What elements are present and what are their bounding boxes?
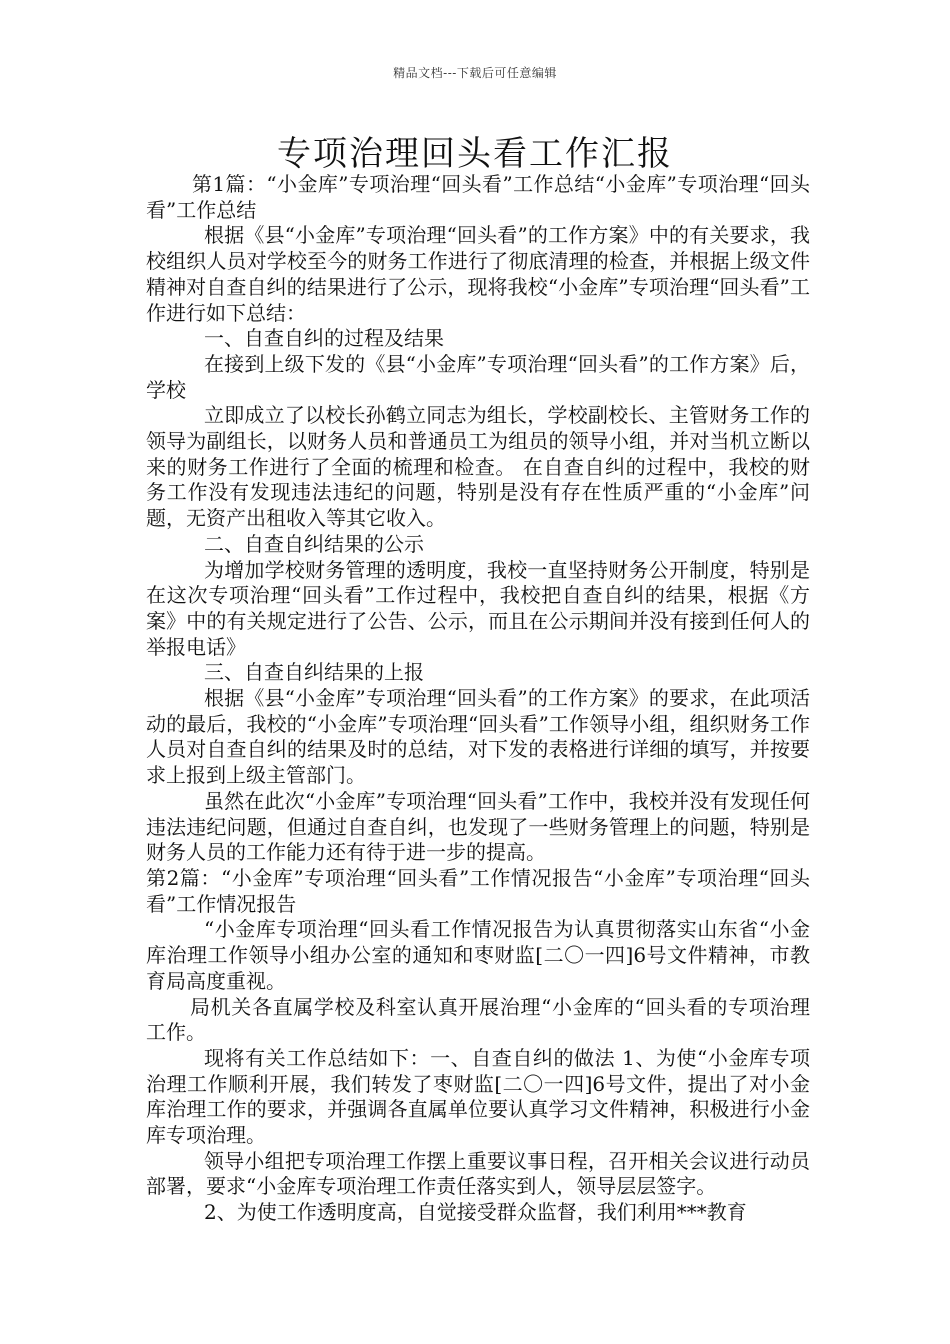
paragraph: 立即成立了以校长孙鹤立同志为组长，学校副校长、主管财务工作的领导为副组长，以财务人员和普通员工为组员的领导小组，并对当机立断以来的财务工作进行了全面的梳理和检查。 在自查自纠的过程中，我校的财务工作没有发现违法违纪的问题，特别是没有存在性质严重的“小金库”问题，无资产出租收入等其它收入。	[146, 403, 810, 531]
section-heading-3: 三、自查自纠结果的上报	[204, 660, 424, 685]
paragraph: 局机关各直属学校及科室认真开展治理“小金库的“回头看的专项治理工作。	[146, 994, 810, 1045]
paragraph: 2、为使工作透明度高，自觉接受群众监督，我们利用***教育	[204, 1200, 747, 1225]
document-body	[146, 172, 810, 1226]
section-heading-2: 二、自查自纠结果的公示	[204, 531, 424, 556]
page-title: 专项治理回头看工作汇报	[277, 134, 673, 174]
part-1-heading: 第1篇：“小金库”专项治理“回头看”工作总结“小金库”专项治理“回头看”工作总结	[146, 172, 810, 222]
paragraph: 根据《县“小金库”专项治理“回头看”的工作方案》的要求，在此项活动的最后，我校的“小金库”专项治理“回头看”工作领导小组，组织财务工作人员对自查自纠的结果及时的总结，对下发的表格进行详细的填写，并按要求上报到上级主管部门。	[146, 686, 810, 788]
paragraph: 现将有关工作总结如下：一、自查自纠的做法 1、为使“小金库专项治理工作顺利开展，我们转发了枣财监[二〇一四]6号文件，提出了对小金库治理工作的要求，并强调各直属单位要认真学习文件精神，积极进行小金库专项治理。	[146, 1045, 810, 1148]
paragraph: 领导小组把专项治理工作摆上重要议事日程，召开相关会议进行动员部署，要求“小金库专项治理工作责任落实到人，领导层层签字。	[146, 1148, 810, 1199]
header-note: 精品文档---下载后可任意编辑	[393, 66, 557, 80]
paragraph: 为增加学校财务管理的透明度，我校一直坚持财务公开制度，特别是在这次专项治理“回头看”工作过程中，我校把自查自纠的结果，根据《方案》中的有关规定进行了公告、公示，而且在公示期间并没有接到任何人的举报电话》	[146, 557, 810, 659]
paragraph: “小金库专项治理“回头看工作情况报告为认真贯彻落实山东省“小金库治理工作领导小组办公室的通知和枣财监[二〇一四]6号文件精神，市教育局高度重视。	[146, 917, 810, 993]
paragraph: 在接到上级下发的《县“小金库”专项治理“回头看”的工作方案》后，学校	[146, 351, 810, 402]
paragraph: 根据《县“小金库”专项治理“回头看”的工作方案》中的有关要求，我校组织人员对学校至今的财务工作进行了彻底清理的检查，并根据上级文件精神对自查自纠的结果进行了公示，现将我校“小金库”专项治理“回头看”工作进行如下总结：	[146, 223, 810, 325]
section-heading-1: 一、自查自纠的过程及结果	[204, 326, 444, 351]
part-2-heading: 第2篇：“小金库”专项治理“回头看”工作情况报告“小金库”专项治理“回头看”工作情况报告	[146, 865, 810, 916]
paragraph: 虽然在此次“小金库”专项治理“回头看”工作中，我校并没有发现任何违法违纪问题，但通过自查自纠，也发现了一些财务管理上的问题，特别是财务人员的工作能力还有待于进一步的提高。	[146, 788, 810, 865]
